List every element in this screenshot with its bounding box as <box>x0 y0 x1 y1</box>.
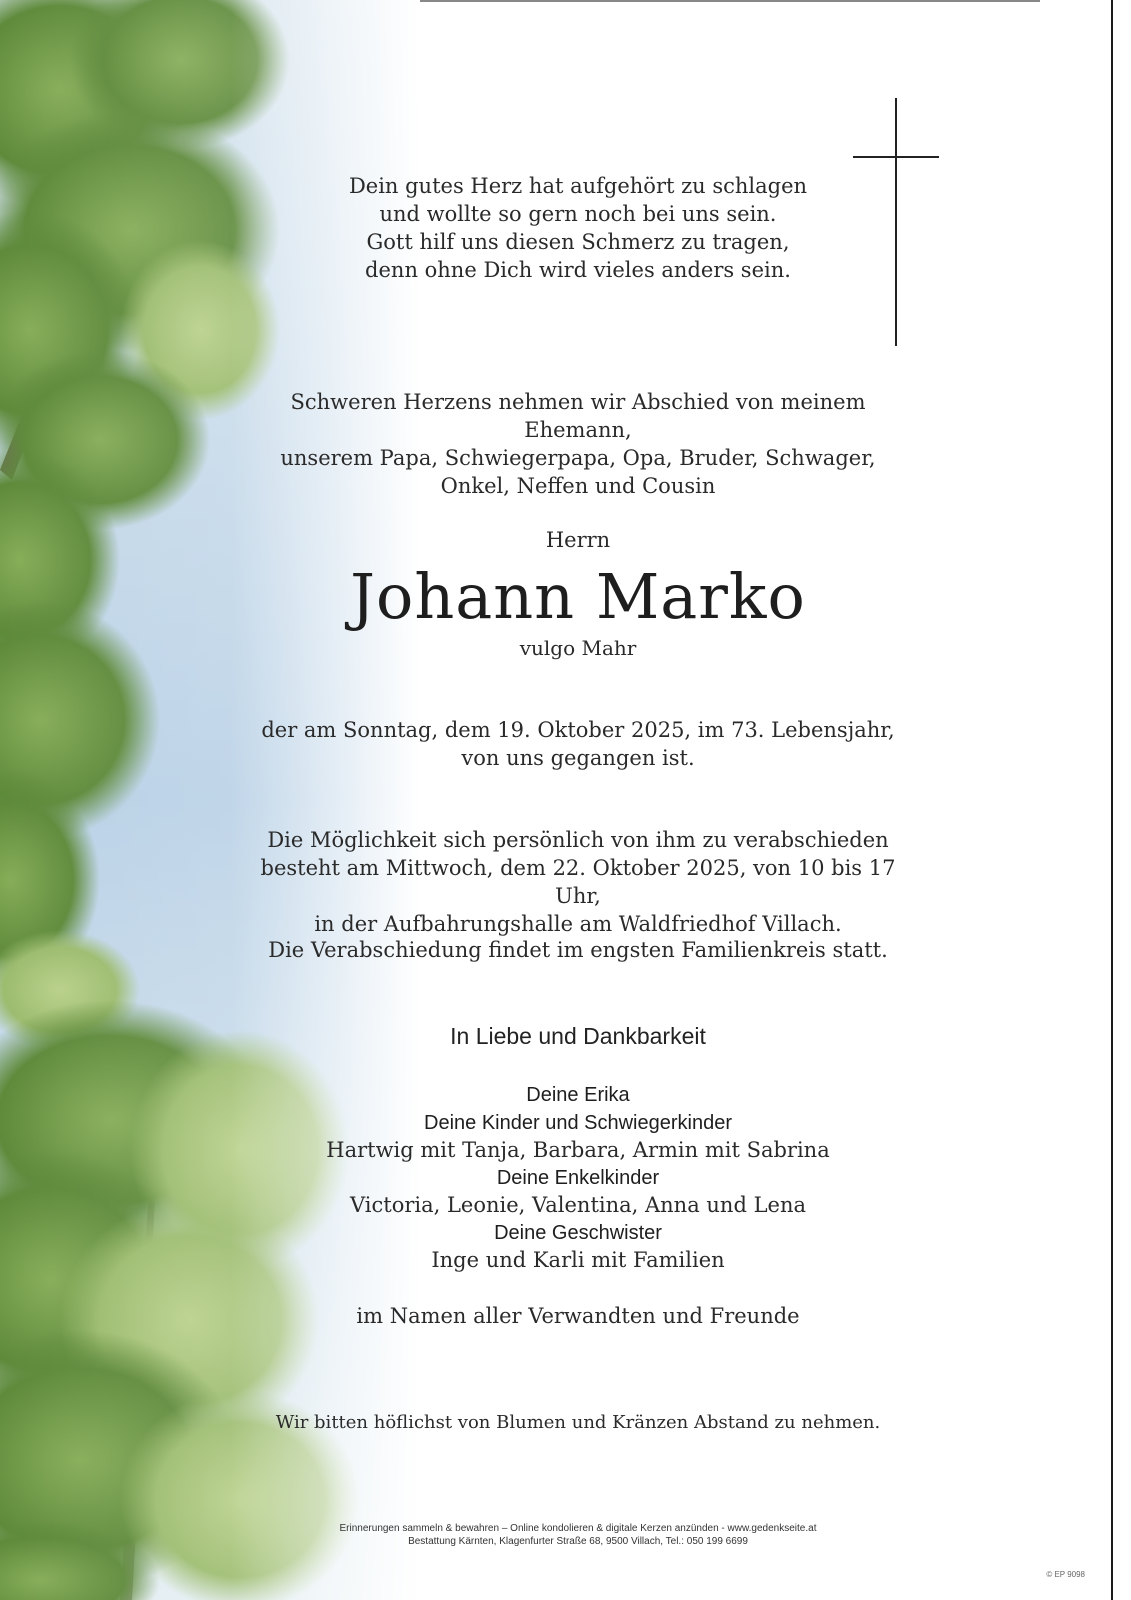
memorial-verse <box>240 172 916 284</box>
flowers-request: Wir bitten höflichst von Blumen und Kränzen Abstand zu nehmen. <box>275 1412 881 1433</box>
right-border-line <box>1111 0 1113 1600</box>
children-heading: Deine Kinder und Schwiegerkinder <box>424 1111 732 1134</box>
verse-line: Dein gutes Herz hat aufgehört zu schlagen <box>348 174 808 198</box>
footer <box>240 1522 916 1548</box>
death-details <box>240 716 916 772</box>
thanks-heading: In Liebe und Dankbarkeit <box>450 1023 706 1049</box>
deceased-name: Johann Marko <box>350 560 806 633</box>
farewell-note: Die Verabschiedung findet im engsten Familienkreis statt. <box>268 938 888 962</box>
intro-line: unserem Papa, Schwiegerpapa, Opa, Bruder, Schwager, <box>280 446 876 470</box>
siblings-names: Inge und Karli mit Familien <box>431 1248 725 1272</box>
footer-line: Erinnerungen sammeln & bewahren – Online kondolieren & digitale Kerzen anzünden - www.gedenkseite.at <box>339 1523 817 1534</box>
viewing-line: in der Aufbahrungshalle am Waldfriedhof Villach. <box>314 912 842 936</box>
salutation: Herrn <box>545 528 611 552</box>
spouse-name: Deine Erika <box>526 1084 630 1106</box>
family-list <box>240 1082 916 1275</box>
verse-line: und wollte so gern noch bei uns sein. <box>379 202 777 226</box>
deceased-alias: vulgo Mahr <box>519 636 637 660</box>
grandchildren-names: Victoria, Leonie, Valentina, Anna und Lena <box>350 1193 806 1217</box>
relatives-note: im Namen aller Verwandten und Freunde <box>356 1304 800 1328</box>
viewing-line: Die Möglichkeit sich persönlich von ihm zu verabschieden <box>267 828 889 852</box>
verse-line: denn ohne Dich wird vieles anders sein. <box>365 258 791 282</box>
siblings-heading: Deine Geschwister <box>494 1221 662 1244</box>
verse-line: Gott hilf uns diesen Schmerz zu tragen, <box>366 230 790 254</box>
death-line: von uns gegangen ist. <box>461 746 695 770</box>
death-line: der am Sonntag, dem 19. Oktober 2025, im 73. Lebensjahr, <box>261 718 895 742</box>
viewing-line: besteht am Mittwoch, dem 22. Oktober 2025, von 10 bis 17 Uhr, <box>260 856 896 908</box>
farewell-intro <box>240 388 916 500</box>
intro-line: Schweren Herzens nehmen wir Abschied von meinem Ehemann, <box>290 390 866 442</box>
children-names: Hartwig mit Tanja, Barbara, Armin mit Sabrina <box>326 1138 830 1162</box>
viewing-details <box>240 826 916 938</box>
print-code: © EP 9098 <box>1046 1570 1085 1579</box>
intro-line: Onkel, Neffen und Cousin <box>440 474 716 498</box>
grandchildren-heading: Deine Enkelkinder <box>496 1166 660 1189</box>
footer-line: Bestattung Kärnten, Klagenfurter Straße 68, 9500 Villach, Tel.: 050 199 6699 <box>408 1536 748 1547</box>
